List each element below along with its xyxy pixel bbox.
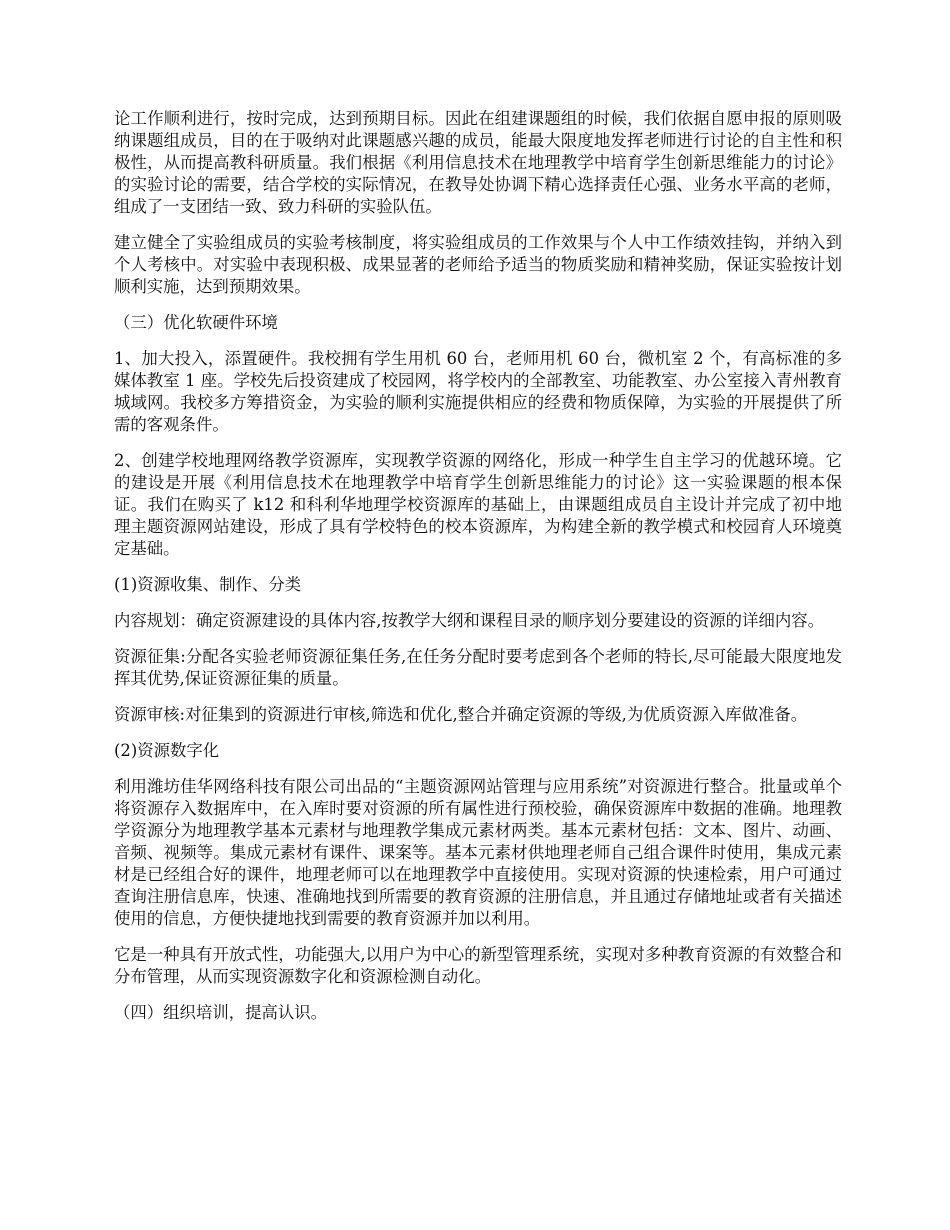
- subheading-resource-digitization: (2)资源数字化: [114, 741, 220, 760]
- paragraph-team-building: 论工作顺利进行，按时完成，达到预期目标。因此在组建课题组的时候，我们依据自愿申报的原则吸纳课题组成员，目的在于吸纳对此课题感兴趣的成员，能最大限度地发挥老师进行讨论的自主性和积极性，从而提高教科研质量。我们根据《利用信息技术在地理教学中培育学生创新思维能力的讨论》的实验讨论的需要，结合学校的实际情况，在教导处协调下精心选择责任心强、业务水平高的老师，组成了一支团结一致、致力科研的实验队伍。: [114, 109, 842, 216]
- section-heading-training: （四）组织培训，提高认识。: [114, 1003, 328, 1022]
- subheading-resource-collection: (1)资源收集、制作、分类: [114, 575, 302, 594]
- paragraph-resource-review: 资源审核:对征集到的资源进行审核,筛选和优化,整合并确定资源的等级,为优质资源入库做准备。: [114, 705, 808, 724]
- paragraph-resource-collection-tasks: 资源征集:分配各实验老师资源征集任务,在任务分配时要考虑到各个老师的特长,尽可能最大限度地发挥其优势,保证资源征集的质量。: [114, 647, 842, 688]
- document-page: [114, 108, 842, 1038]
- paragraph-assessment-system: 建立健全了实验组成员的实验考核制度，将实验组成员的工作效果与个人中工作绩效挂钩，并纳入到个人考核中。对实验中表现积极、成果显著的老师给予适当的物质奖励和精神奖励，保证实验按计划顺利实施，达到预期效果。: [114, 233, 842, 296]
- paragraph-system-integration: 利用潍坊佳华网络科技有限公司出品的“主题资源网站管理与应用系统”对资源进行整合。批量或单个将资源存入数据库中，在入库时要对资源的所有属性进行预校验，确保资源库中数据的准确。地理教学资源分为地理教学基本元素材与地理教学集成元素材两类。基本元素材包括：文本、图片、动画、音频、视频等。集成元素材有课件、课案等。基本元素材供地理老师自己组合课件时使用，集成元素材是已经组合好的课件，地理老师可以在地理教学中直接使用。实现对资源的快速检索，用户可通过查询注册信息库，快速、准确地找到所需要的教育资源的注册信息，并且通过存储地址或者有关描述使用的信息，方便快捷地找到需要的教育资源并加以利用。: [114, 777, 842, 928]
- section-heading-environment: （三）优化软硬件环境: [114, 313, 278, 332]
- paragraph-content-planning: 内容规划：确定资源建设的具体内容,按教学大纲和课程目录的顺序划分要建设的资源的详细内容。: [114, 611, 825, 630]
- paragraph-management-system: 它是一种具有开放式性，功能强大,以用户为中心的新型管理系统，实现对多种教育资源的有效整合和分布管理，从而实现资源数字化和资源检测自动化。: [114, 945, 842, 986]
- paragraph-resource-library: 2、创建学校地理网络教学资源库，实现教学资源的网络化，形成一种学生自主学习的优越环境。它的建设是开展《利用信息技术在地理教学中培育学生创新思维能力的讨论》这一实验课题的根本保证。我们在购买了 k12 和科利华地理学校资源库的基础上，由课题组成员自主设计并完成了初中地理主题资源网站建设，形成了具有学校特色的校本资源库，为构建全新的教学模式和校园育人环境奠定基础。: [114, 451, 842, 558]
- paragraph-hardware-investment: 1、加大投入，添置硬件。我校拥有学生用机 60 台，老师用机 60 台，微机室 2 个，有高标准的多媒体教室 1 座。学校先后投资建成了校园网，将学校内的全部教室、功能教室、办公室接入青州教育城域网。我校多方筹措资金，为实验的顺利实施提供相应的经费和物质保障，为实验的开展提供了所需的客观条件。: [114, 349, 842, 434]
